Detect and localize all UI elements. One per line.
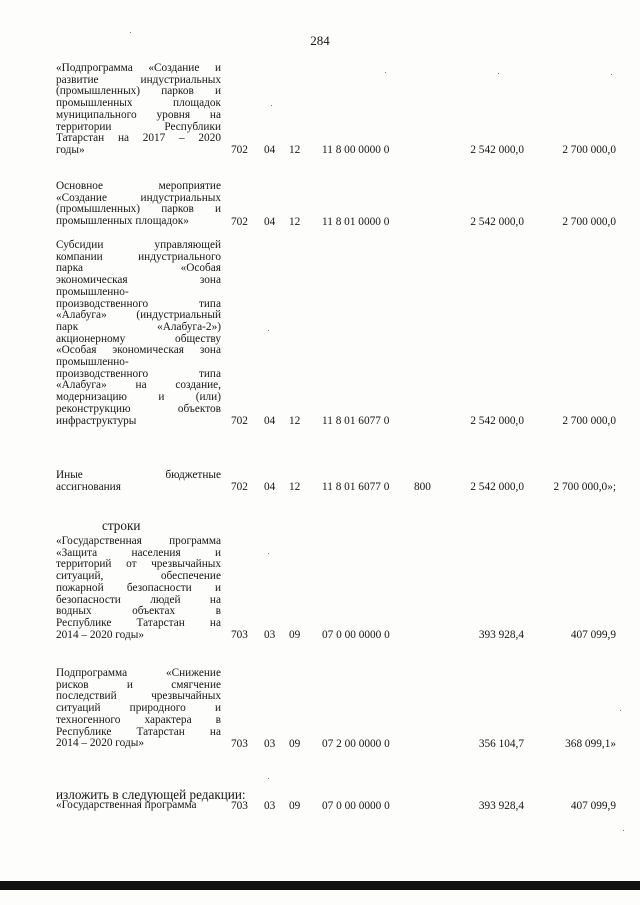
cell-target-article: 07 0 00 0000 0 bbox=[322, 799, 390, 812]
scan-speck bbox=[385, 72, 386, 73]
row-name-line: ситуаций природного и bbox=[56, 702, 221, 715]
cell-target-article: 11 8 01 0000 0 bbox=[322, 215, 390, 228]
row-name-line: Основное мероприятие bbox=[56, 180, 221, 192]
cell-target-article: 07 2 00 0000 0 bbox=[322, 737, 390, 750]
row-name bbox=[56, 181, 221, 228]
cell-amount-year2: 407 099,9 bbox=[570, 629, 616, 642]
scan-speck bbox=[268, 330, 269, 331]
row-name-line: парк «Алабуга-2») bbox=[56, 320, 221, 333]
row-name-line: инфраструктуры bbox=[56, 414, 137, 427]
cell-subsection: 09 bbox=[289, 799, 301, 812]
cell-ministry: 702 bbox=[231, 481, 248, 494]
cell-amount-year2: 368 099,1» bbox=[565, 737, 616, 750]
cell-amount-year2: 2 700 000,0»; bbox=[553, 481, 616, 494]
row-name-line: Подпрограмма «Снижение bbox=[56, 667, 221, 679]
cell-amount-year2: 2 700 000,0 bbox=[562, 144, 616, 157]
row-name-line: экономическая зона bbox=[56, 274, 221, 287]
cell-amount-year1: 356 104,7 bbox=[478, 737, 524, 750]
cell-section: 03 bbox=[264, 737, 276, 750]
row-name-line: годы» bbox=[56, 143, 85, 156]
cell-target-article: 11 8 01 6077 0 bbox=[322, 415, 390, 427]
row-name-line: компании индустриального bbox=[56, 250, 221, 263]
cell-ministry: 702 bbox=[231, 415, 248, 427]
heading-rows: строки bbox=[102, 518, 141, 533]
row-name-line: муниципального уровня на bbox=[56, 108, 221, 121]
row-name-line: территории Республики bbox=[56, 120, 221, 133]
row-name-line: Субсидии управляющей bbox=[56, 239, 221, 251]
row-name-line: «Подпрограмма «Создание и bbox=[56, 62, 221, 74]
scan-speck bbox=[611, 74, 612, 75]
cell-ministry: 703 bbox=[231, 799, 248, 812]
cell-target-article: 11 8 01 6077 0 bbox=[322, 481, 390, 494]
row-name-line: «Государственная программа bbox=[56, 535, 221, 547]
cell-amount-year1: 393 928,4 bbox=[478, 629, 524, 642]
cell-subsection: 12 bbox=[289, 144, 301, 157]
cell-amount-year1: 2 542 000,0 bbox=[470, 144, 524, 157]
row-name-line: техногенного характера в bbox=[56, 713, 221, 726]
row-name-line: реконструкцию объектов bbox=[56, 402, 221, 415]
row-name-line: Иные бюджетные bbox=[56, 469, 221, 481]
cell-subsection: 12 bbox=[289, 215, 301, 228]
cell-section: 04 bbox=[264, 215, 276, 228]
cell-ministry: 702 bbox=[231, 144, 248, 157]
scan-border bbox=[0, 881, 640, 890]
row-name-line: пожарной безопасности и bbox=[56, 581, 221, 594]
cell-amount-year2: 407 099,9 bbox=[570, 799, 616, 812]
row-name-line: модернизацию и (или) bbox=[56, 391, 221, 404]
row-name-line: Республике Татарстан на bbox=[56, 616, 221, 629]
row-name-line: (промышленных) парков и bbox=[56, 85, 221, 98]
cell-section: 04 bbox=[264, 481, 276, 494]
scan-speck bbox=[268, 553, 269, 554]
cell-amount-year2: 2 700 000,0 bbox=[562, 215, 616, 228]
row-name-line: Татарстан на 2017 – 2020 bbox=[56, 132, 221, 145]
page-number: 284 bbox=[310, 33, 330, 48]
scan-speck bbox=[268, 778, 269, 779]
row-name-line: производственного типа bbox=[56, 297, 221, 310]
row-name bbox=[56, 800, 221, 812]
row-name-line: безопасности людей на bbox=[56, 593, 221, 606]
cell-ministry: 702 bbox=[231, 215, 248, 228]
scan-speck bbox=[271, 105, 272, 106]
row-name bbox=[56, 470, 221, 493]
row-name-line: рисков и смягчение bbox=[56, 678, 221, 691]
cell-expense-type: 800 bbox=[414, 481, 431, 494]
row-name-line: Республике Татарстан на bbox=[56, 725, 221, 738]
cell-amount-year2: 2 700 000,0 bbox=[562, 415, 616, 427]
scan-speck bbox=[623, 830, 624, 831]
row-name-line: территорий от чрезвычайных bbox=[56, 558, 221, 571]
cell-amount-year1: 2 542 000,0 bbox=[470, 215, 524, 228]
heading-new-edition: изложить в следующей редакции: bbox=[56, 787, 246, 802]
row-name-line: 2014 – 2020 годы» bbox=[56, 628, 144, 641]
row-name-line: парка «Особая bbox=[56, 262, 221, 275]
cell-subsection: 09 bbox=[289, 629, 301, 642]
row-name-line: «Алабуга» на создание, bbox=[56, 379, 221, 392]
row-name-line: производственного типа bbox=[56, 367, 221, 380]
cell-section: 04 bbox=[264, 415, 276, 427]
row-name-line: «Алабуга» (индустриальный bbox=[56, 309, 221, 322]
cell-target-article: 11 8 00 0000 0 bbox=[322, 144, 390, 157]
cell-amount-year1: 2 542 000,0 bbox=[470, 415, 524, 427]
row-name-line: «Государственная программа bbox=[56, 799, 197, 811]
row-name-line: промышленно- bbox=[56, 285, 129, 298]
row-name-line: «Защита населения и bbox=[56, 546, 221, 559]
scan-speck bbox=[620, 710, 621, 711]
cell-ministry: 703 bbox=[231, 737, 248, 750]
row-name bbox=[56, 668, 221, 750]
row-name-line: водных объектах в bbox=[56, 605, 221, 618]
row-name-line: развитие индустриальных bbox=[56, 73, 221, 86]
row-name-line: ситуаций, обеспечение bbox=[56, 570, 221, 583]
row-name-line: промышленно- bbox=[56, 356, 129, 369]
cell-section: 03 bbox=[264, 629, 276, 642]
row-name-line: «Особая экономическая зона bbox=[56, 344, 221, 357]
cell-section: 04 bbox=[264, 144, 276, 157]
row-name-line: 2014 – 2020 годы» bbox=[56, 737, 144, 750]
row-name-line: последствий чрезвычайных bbox=[56, 690, 221, 703]
row-name-line: акционерному обществу bbox=[56, 332, 221, 345]
row-name bbox=[56, 240, 221, 427]
cell-subsection: 12 bbox=[289, 415, 301, 427]
scan-speck bbox=[130, 32, 131, 33]
row-name-line: ассигнования bbox=[56, 480, 121, 493]
row-name bbox=[56, 536, 221, 641]
cell-subsection: 09 bbox=[289, 737, 301, 750]
cell-amount-year1: 2 542 000,0 bbox=[470, 481, 524, 494]
row-name bbox=[56, 63, 221, 157]
cell-target-article: 07 0 00 0000 0 bbox=[322, 629, 390, 642]
row-name-line: промышленных площадок» bbox=[56, 215, 189, 228]
cell-amount-year1: 393 928,4 bbox=[478, 799, 524, 812]
row-name-line: (промышленных) парков и bbox=[56, 203, 221, 216]
scan-speck bbox=[498, 73, 499, 74]
cell-section: 03 bbox=[264, 799, 276, 812]
row-name-line: промышленных площадок bbox=[56, 97, 221, 110]
cell-subsection: 12 bbox=[289, 481, 301, 494]
cell-ministry: 703 bbox=[231, 629, 248, 642]
row-name-line: «Создание индустриальных bbox=[56, 191, 221, 204]
